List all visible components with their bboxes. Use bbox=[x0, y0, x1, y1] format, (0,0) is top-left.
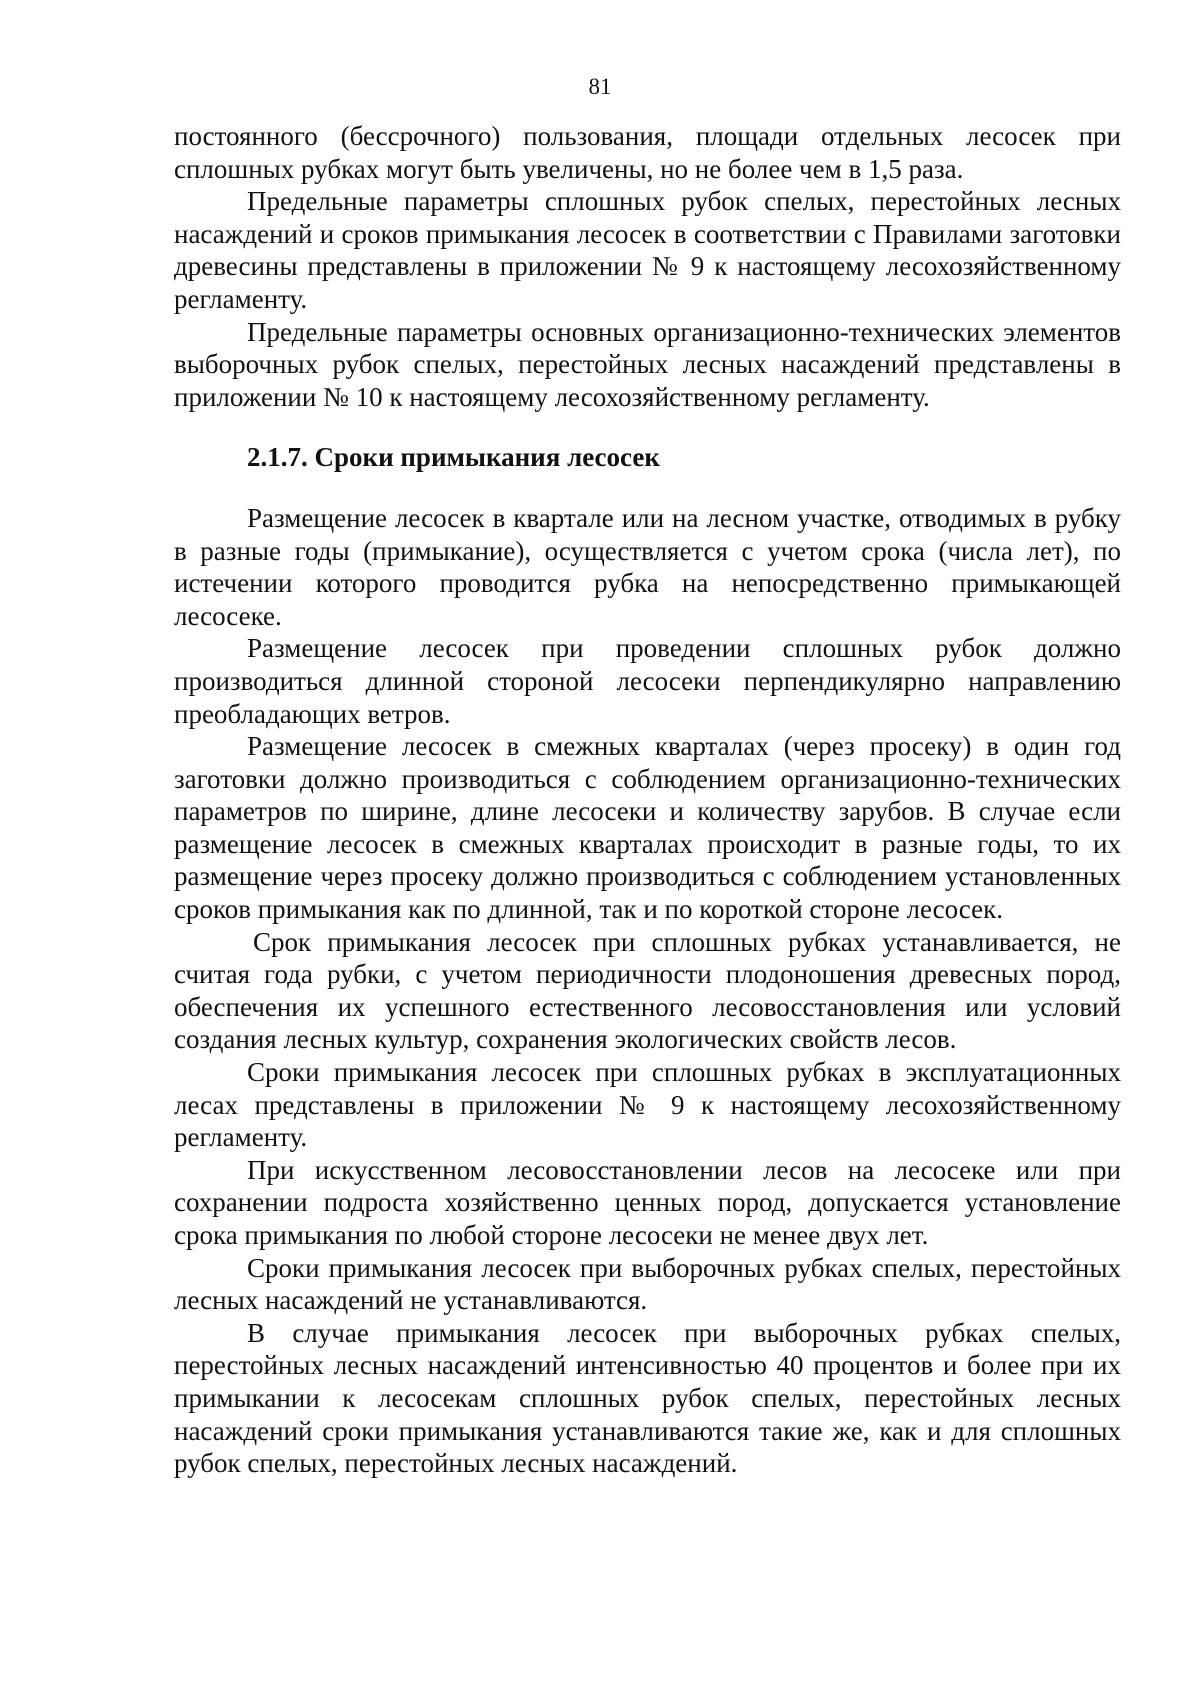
paragraph-continuation: постоянного (бессрочного) пользования, площади отдельных лесосек при сплошных рубках могут быть увеличены, но не более чем в 1,5 раза. bbox=[174, 121, 1121, 184]
paragraph-adjacency-term: Срок примыкания лесосек при сплошных рубках устанавливается, не считая года рубки, с учетом периодичности плодоношения древесных пород, обеспечения их успешного естественного лесовосстановления или условий создания лесных культур, сохранения экологических свойств лесов. bbox=[174, 926, 1121, 1055]
document-body bbox=[174, 120, 1121, 1480]
paragraph-selective-40-percent: В случае примыкания лесосек при выборочных рубках спелых, перестойных лесных насаждений интенсивностью 40 процентов и более при их примыкании к лесосекам сплошных рубок спелых, перестойных лесных насаждений сроки примыкания устанавливаются такие же, как и для сплошных рубок спелых, перестойных лесных насаждений. bbox=[174, 1317, 1121, 1479]
paragraph-exploitation-forests: Сроки примыкания лесосек при сплошных рубках в эксплуатационных лесах представлены в приложении № 9 к настоящему лесохозяйственному регламенту. bbox=[174, 1057, 1121, 1153]
paragraph-adjacent-quarters: Размещение лесосек в смежных кварталах (через просеку) в один год заготовки должно производиться с соблюдением организационно-технических параметров по ширине, длине лесосеки и количеству зарубов. В случае если размещение лесосек в смежных кварталах происходит в разные годы, то их размещение через просеку должно производиться с соблюдением установленных сроков примыкания как по длинной, так и по короткой стороне лесосек. bbox=[174, 731, 1121, 925]
paragraph-selective-parameters: Предельные параметры основных организационно-технических элементов выборочных рубок спелых, перестойных лесных насаждений представлены в приложении № 10 к настоящему лесохозяйственному регламенту. bbox=[174, 316, 1121, 412]
paragraph-clearcut-parameters: Предельные параметры сплошных рубок спелых, перестойных лесных насаждений и сроков примыкания лесосек в соответствии с Правилами заготовки древесины представлены в приложении № 9 к настоящему лесохозяйственному регламенту. bbox=[174, 186, 1121, 314]
paragraph-selective-no-term: Сроки примыкания лесосек при выборочных рубках спелых, перестойных лесных насаждений не устанавливаются. bbox=[174, 1252, 1121, 1316]
paragraph-adjacency-placement: Размещение лесосек в квартале или на лесном участке, отводимых в рубку в разные годы (примыкание), осуществляется с учетом срока (числа лет), по истечении которого проводится рубка на непосредственно примыкающей лесосеке. bbox=[174, 502, 1121, 631]
section-heading: 2.1.7. Сроки примыкания лесосек bbox=[247, 442, 660, 473]
paragraph-artificial-regeneration: При искусственном лесовосстановлении лесов на лесосеке или при сохранении подроста хозяйственно ценных пород, допускается установление срока примыкания по любой стороне лесосеки не менее двух лет. bbox=[174, 1154, 1121, 1250]
paragraph-wind-orientation: Размещение лесосек при проведении сплошных рубок должно производиться длинной стороной лесосеки перпендикулярно направлению преобладающих ветров. bbox=[174, 633, 1121, 729]
page-number: 81 bbox=[588, 74, 612, 99]
